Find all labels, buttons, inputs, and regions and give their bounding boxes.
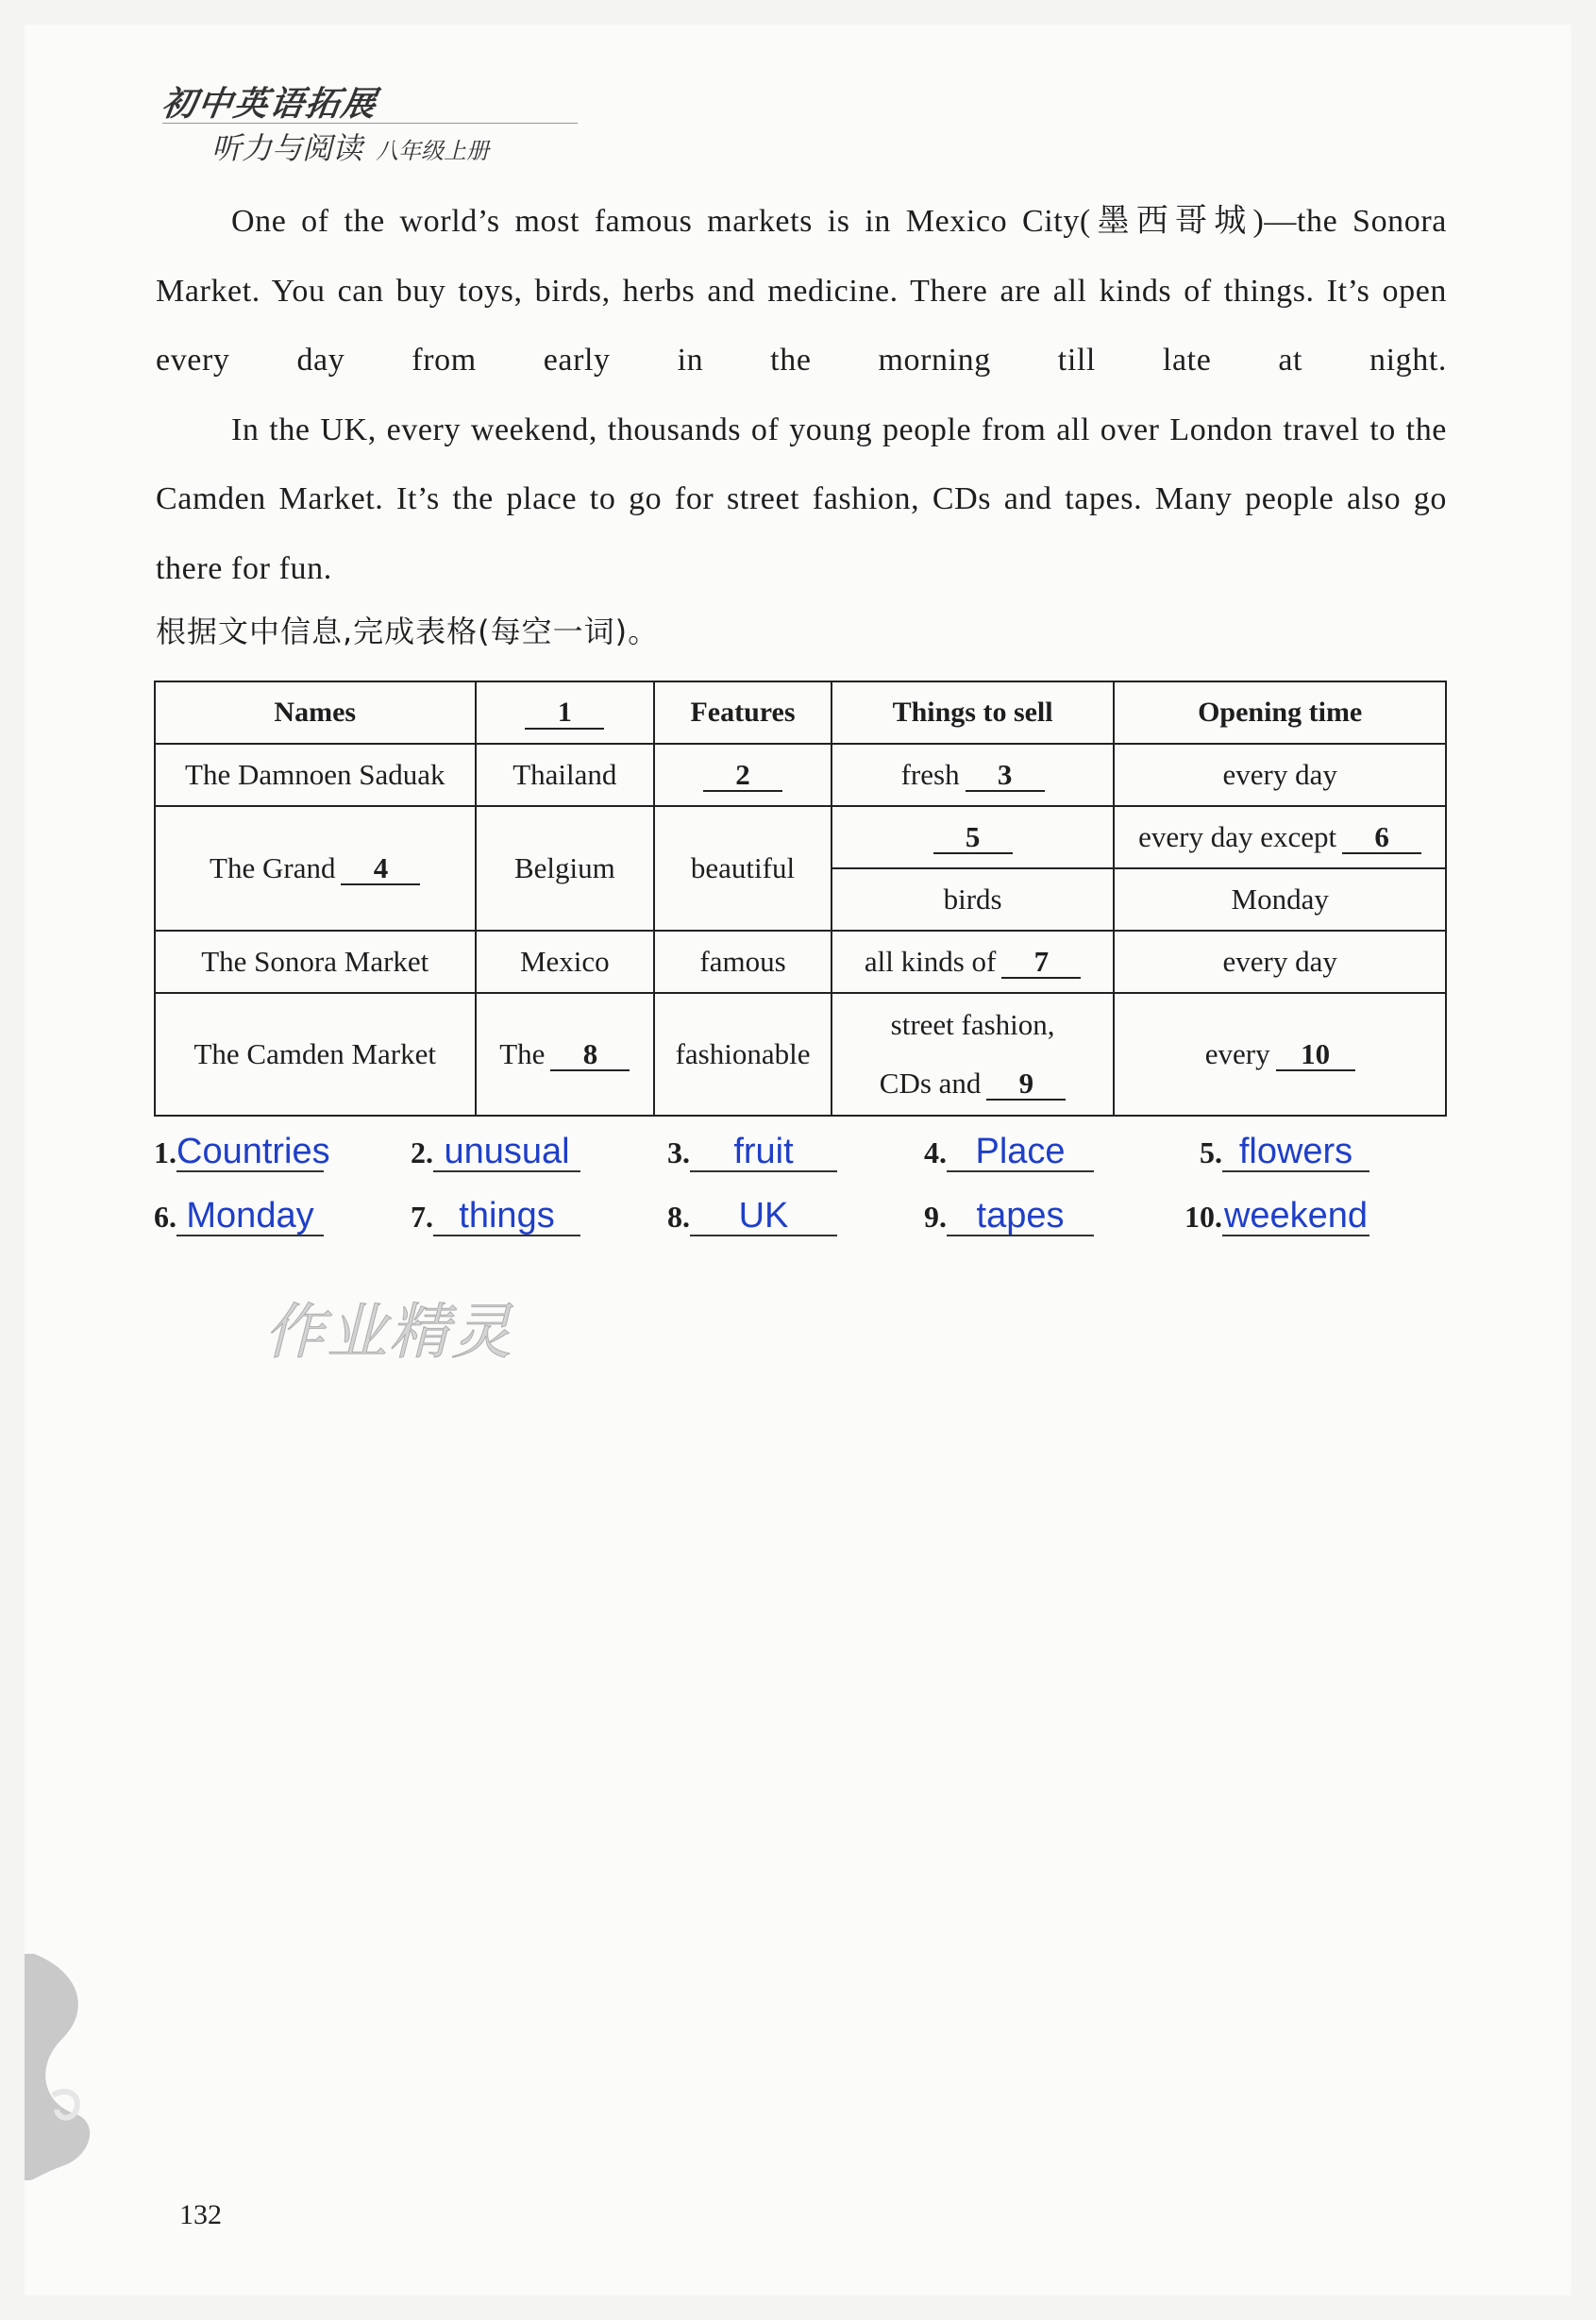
paragraph-camden: In the UK, every weekend, thousands of young people from all over London travel to the Camden Market. It’s the place to go for street fashion, CDs and tapes. Many people also go there for fun. [156, 412, 1447, 586]
paragraph-sonora: One of the world’s most famous markets is in Mexico City(墨西哥城)—the Sonora Market. You can buy toys, birds, herbs and medicine. There are all kinds of things. It’s open every day from early in the morning till late at night. [156, 204, 1447, 378]
blank-10: 10 [1276, 1039, 1355, 1071]
cell-things [832, 806, 1114, 868]
things-prefix: fresh [900, 758, 960, 791]
name-prefix: The Grand [210, 851, 336, 884]
book-subtitle [211, 125, 489, 168]
table-row [155, 806, 1446, 868]
header-things: Things to sell [832, 681, 1114, 744]
answer-key [154, 1133, 1381, 1261]
cell-opening [1114, 806, 1446, 868]
blank-8: 8 [550, 1039, 630, 1071]
table-row [155, 931, 1446, 993]
answer-num: 3. [667, 1135, 690, 1169]
opening-prefix: every day except [1138, 820, 1337, 853]
series-title: 初中英语拓展 [159, 85, 380, 124]
answer-value: fruit [690, 1133, 837, 1172]
header-divider [162, 123, 578, 124]
answer-9 [924, 1197, 1094, 1236]
things-prefix: CDs and [879, 1067, 982, 1100]
country-prefix: The [499, 1037, 546, 1070]
answer-value: Monday [176, 1197, 324, 1236]
page-number: 132 [179, 2199, 222, 2230]
answer-value: things [433, 1197, 580, 1236]
answer-10 [1184, 1197, 1369, 1236]
answer-3 [667, 1133, 837, 1172]
cell-things [832, 993, 1114, 1116]
instruction: 根据文中信息,完成表格(每空一词)。 [156, 614, 660, 649]
blank-2: 2 [703, 760, 782, 792]
decorative-swirl-icon [25, 1954, 100, 2180]
cell-opening: every day [1114, 931, 1446, 993]
answer-row-2 [154, 1197, 1381, 1261]
watermark: 作业精灵 [264, 1298, 513, 1368]
answer-2 [411, 1133, 580, 1172]
book-title: 听力与阅读 [211, 130, 363, 166]
grade-label: 八年级上册 [376, 138, 490, 164]
header-names: Names [155, 681, 476, 744]
answer-5 [1200, 1133, 1369, 1172]
blank-5: 5 [933, 822, 1013, 854]
things-line-2 [838, 1054, 1107, 1113]
blank-3: 3 [966, 760, 1045, 792]
cell-things [832, 744, 1114, 806]
market-table [154, 681, 1447, 1117]
answer-num: 7. [411, 1200, 433, 1234]
answer-value: weekend [1223, 1196, 1369, 1236]
cell-name: The Camden Market [155, 993, 476, 1116]
answer-value: tapes [947, 1197, 1094, 1236]
cell-name [155, 806, 476, 931]
things-line-1: street fashion, [890, 1008, 1055, 1041]
cell-feature: famous [654, 931, 832, 993]
cell-opening: Monday [1114, 868, 1446, 931]
book-header [159, 77, 578, 166]
answer-value: Countries [176, 1132, 330, 1171]
things-prefix: all kinds of [864, 945, 997, 978]
cell-feature: fashionable [654, 993, 832, 1116]
answer-value: unusual [433, 1133, 580, 1172]
blank-1: 1 [525, 698, 604, 730]
blank-7: 7 [1001, 947, 1081, 979]
cell-country: Thailand [476, 744, 655, 806]
cell-feature [654, 744, 832, 806]
header-features: Features [654, 681, 832, 744]
answer-7 [411, 1197, 580, 1236]
cell-opening: every day [1114, 744, 1446, 806]
blank-4: 4 [341, 853, 420, 885]
cell-things [832, 931, 1114, 993]
cell-name: The Damnoen Saduak [155, 744, 476, 806]
answer-num: 2. [411, 1135, 433, 1169]
answer-6 [154, 1197, 324, 1236]
cell-feature: beautiful [654, 806, 832, 931]
table-header-row [155, 681, 1446, 744]
cell-opening [1114, 993, 1446, 1116]
answer-value: UK [690, 1197, 837, 1236]
blank-6: 6 [1342, 822, 1421, 854]
answer-num: 10. [1184, 1200, 1222, 1234]
answer-num: 4. [924, 1135, 947, 1169]
cell-country [476, 993, 655, 1116]
header-blank-1 [476, 681, 655, 744]
answer-num: 6. [154, 1200, 176, 1234]
cell-name: The Sonora Market [155, 931, 476, 993]
answer-num: 8. [667, 1200, 690, 1234]
answer-num: 5. [1200, 1135, 1222, 1169]
cell-things: birds [832, 868, 1114, 931]
cell-country: Mexico [476, 931, 655, 993]
answer-num: 9. [924, 1200, 947, 1234]
answer-8 [667, 1197, 837, 1236]
answer-row-1 [154, 1133, 1381, 1197]
answer-value: flowers [1222, 1133, 1369, 1172]
cell-country: Belgium [476, 806, 655, 931]
answer-1 [154, 1132, 330, 1172]
answer-4 [924, 1133, 1094, 1172]
blank-9: 9 [986, 1068, 1066, 1101]
answer-value: Place [947, 1133, 1094, 1172]
table-row [155, 993, 1446, 1116]
answer-num: 1. [154, 1135, 176, 1169]
table-row [155, 744, 1446, 806]
opening-prefix: every [1204, 1037, 1270, 1070]
header-opening: Opening time [1114, 681, 1446, 744]
reading-passage [156, 187, 1447, 603]
